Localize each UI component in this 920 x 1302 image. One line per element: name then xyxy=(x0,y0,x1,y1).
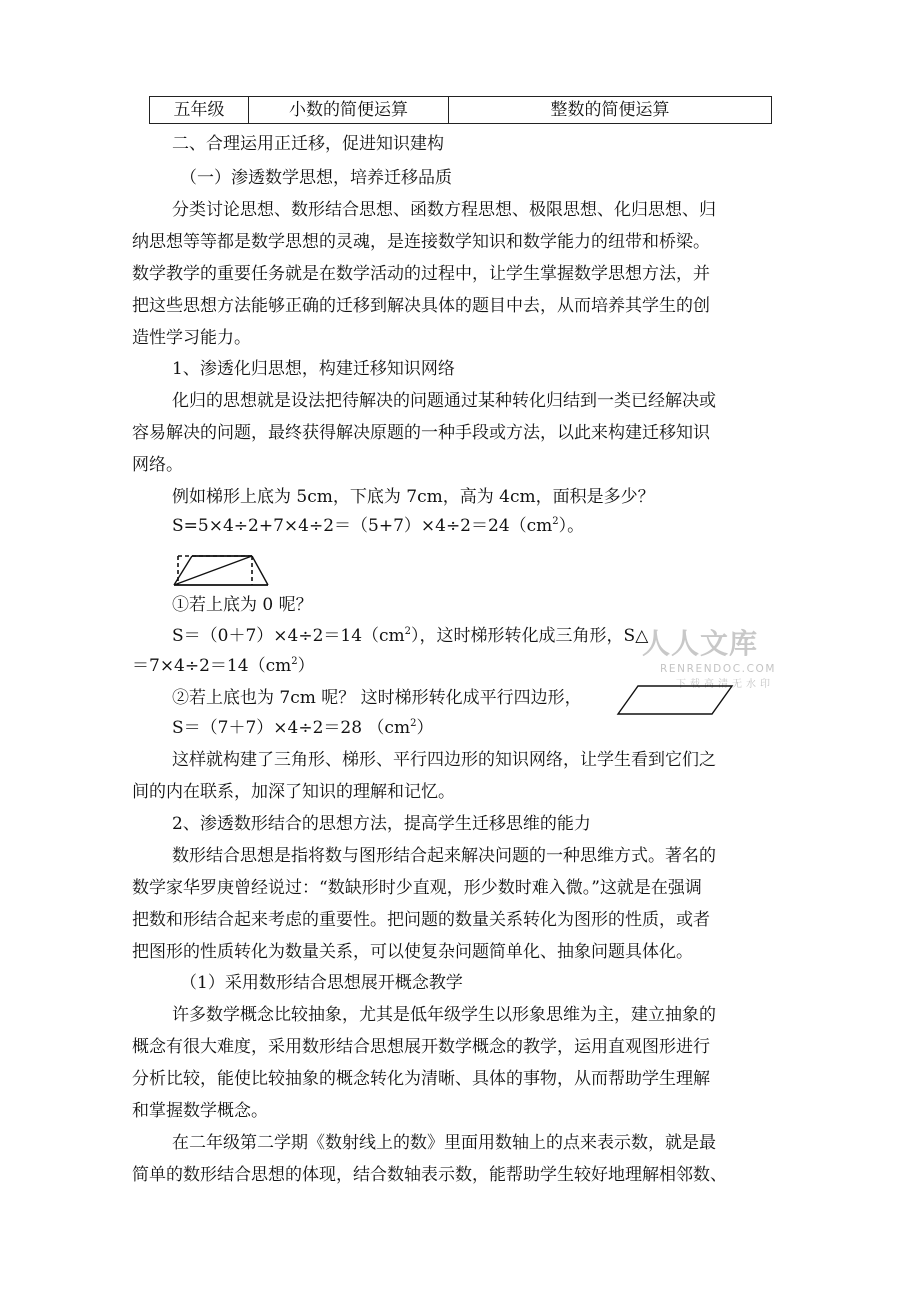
watermark-brand: 人人文库 xyxy=(642,627,759,660)
paragraph-line: 把这些思想方法能够正确的迁移到解决具体的题目中去，从而培养其学生的创 xyxy=(132,296,710,316)
subsection-heading: （一）渗透数学思想，培养迁移品质 xyxy=(180,168,452,188)
paragraph-line: 网络。 xyxy=(132,455,183,475)
formula-triangle-continued: $=7\times 4\div 2=14(cm^2)$ xyxy=(132,656,315,676)
paragraph-line: 把图形的性质转化为数量关系，可以使复杂问题简单化、抽象问题具体化。 xyxy=(132,942,693,962)
paragraph-line: 间的内在联系，加深了知识的理解和记忆。 xyxy=(132,782,455,802)
watermark-domain: RENRENDOC.COM xyxy=(660,663,777,675)
paragraph-line: 造性学习能力。 xyxy=(132,328,251,348)
parallelogram-diagram xyxy=(616,684,734,716)
table-cell-topic-b: 整数的简便运算 xyxy=(550,99,670,120)
table-cell-grade: 五年级 xyxy=(150,97,249,123)
paragraph-line: 纳思想等等都是数学思想的灵魂，是连接数学知识和数学能力的纽带和桥梁。 xyxy=(132,232,710,252)
paragraph-line: 概念有很大难度，采用数形结合思想展开数学概念的教学，运用直观图形进行 xyxy=(132,1037,710,1057)
paragraph-line: 分类讨论思想、数形结合思想、函数方程思想、极限思想、化归思想、归 xyxy=(172,200,716,220)
question-top-base-seven: ②若上底也为 7cm 呢？ 这时梯形转化成平行四边形， xyxy=(172,688,582,708)
trapezoid-diagram xyxy=(172,554,272,588)
section-heading: 二、合理运用正迁移，促进知识建构 xyxy=(172,134,444,154)
paragraph-line: 容易解决的问题，最终获得解决原题的一种手段或方法，以此来构建迁移知识 xyxy=(132,423,710,443)
paragraph-line: 数学家华罗庚曾经说过：“数缺形时少直观，形少数时难入微。”这就是在强调 xyxy=(132,878,702,898)
subsection-heading: 2、渗透数形结合的思想方法，提高学生迁移思维的能力 xyxy=(172,814,591,834)
paragraph-line: 许多数学概念比较抽象，尤其是低年级学生以形象思维为主，建立抽象的 xyxy=(172,1005,716,1025)
watermark xyxy=(642,622,782,690)
paragraph-line: 化归的思想就是设法把待解决的问题通过某种转化归结到一类已经解决或 xyxy=(172,391,716,411)
paragraph-line: 在二年级第二学期《数射线上的数》里面用数轴上的点来表示数，就是最 xyxy=(172,1133,716,1153)
subsection-heading: （1）采用数形结合思想展开概念教学 xyxy=(180,973,463,993)
paragraph-line: 数形结合思想是指将数与图形结合起来解决问题的一种思维方式。著名的 xyxy=(172,846,716,866)
paragraph-line: 分析比较，能使比较抽象的概念转化为清晰、具体的事物，从而帮助学生理解 xyxy=(132,1069,710,1089)
paragraph-line: 和掌握数学概念。 xyxy=(132,1101,268,1121)
subsection-heading: 1、渗透化归思想，构建迁移知识网络 xyxy=(172,359,455,379)
question-top-base-zero: ①若上底为 0 呢？ xyxy=(172,595,313,615)
example-question: 例如梯形上底为 5cm，下底为 7cm，高为 4cm，面积是多少？ xyxy=(172,487,655,507)
paragraph-line: 数学教学的重要任务就是在数学活动的过程中，让学生掌握数学思想方法，并 xyxy=(132,264,710,284)
formula-trapezoid: $S=5\times 4\div 2+7\times 4\div 2=(5+7)\times 4\div 2=24(cm^2)$。 xyxy=(172,516,585,536)
grade-table-row xyxy=(149,96,772,124)
paragraph-line: 简单的数形结合思想的体现，结合数轴表示数，能帮助学生较好地理解相邻数、 xyxy=(132,1165,727,1185)
watermark-slogan: 下载高清无水印 xyxy=(676,679,774,690)
formula-triangle: $S=(0+7)\times 4\div 2=14(cm^2)$，这时梯形转化成三角形，S△ xyxy=(172,626,649,646)
paragraph-line: 这样就构建了三角形、梯形、平行四边形的知识网络，让学生看到它们之 xyxy=(172,750,716,770)
formula-parallelogram: S＝（7＋7）×4÷2＝28 $(cm^2)$ xyxy=(172,718,434,738)
paragraph-line: 把数和形结合起来考虑的重要性。把问题的数量关系转化为图形的性质，或者 xyxy=(132,910,710,930)
table-cell-topic-a: 小数的简便运算 xyxy=(249,97,449,123)
